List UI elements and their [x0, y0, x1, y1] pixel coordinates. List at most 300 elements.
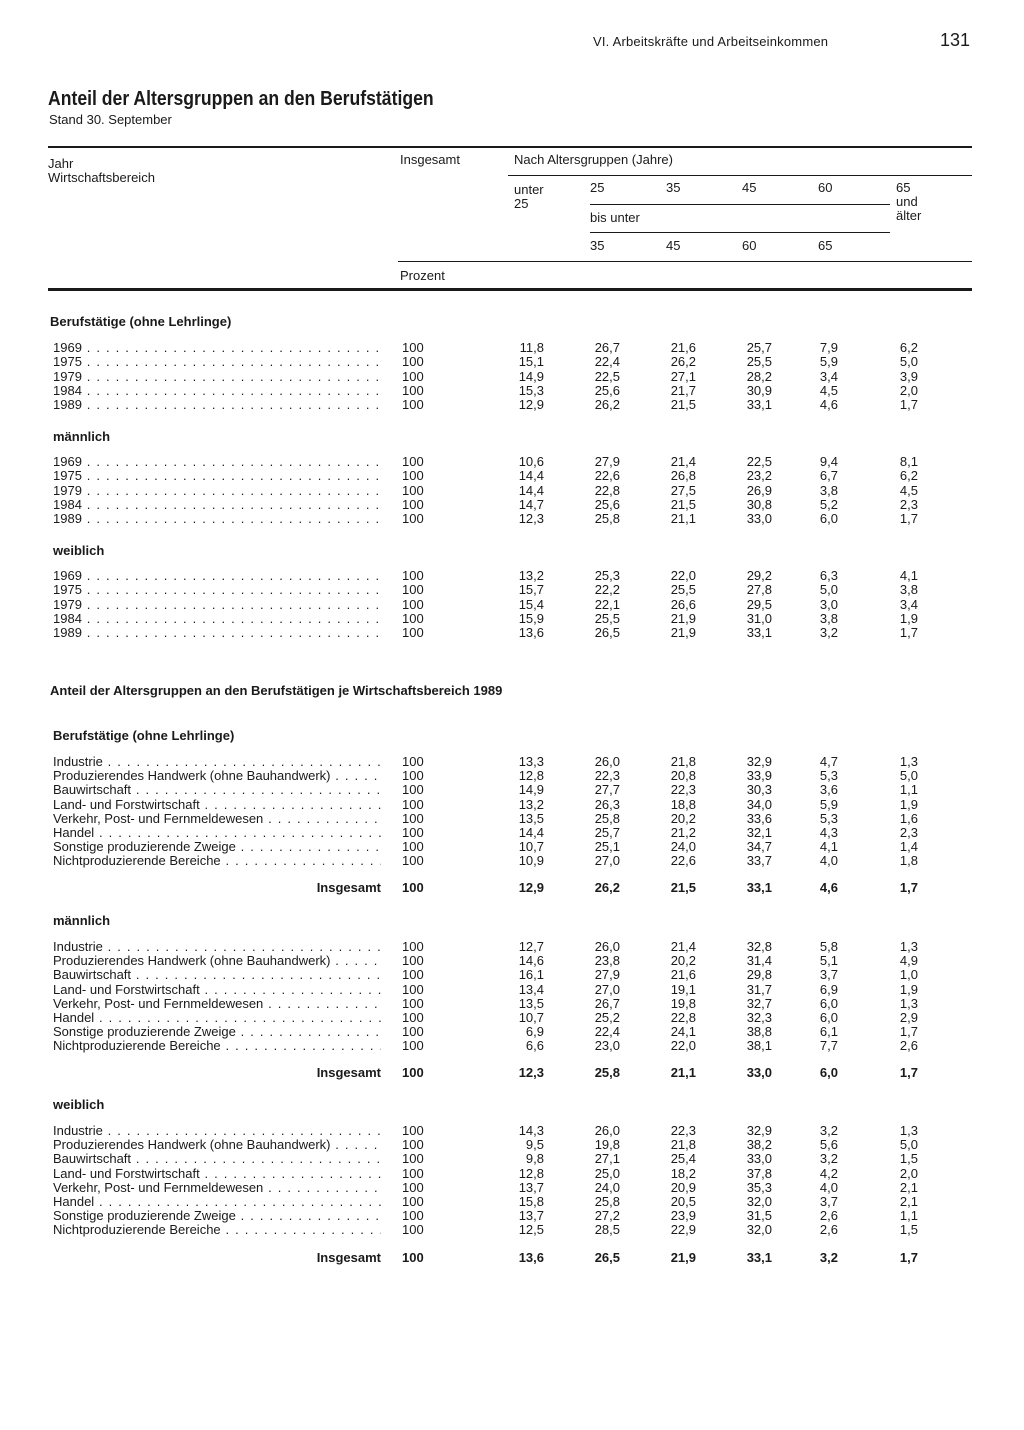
cell-value: 1,3: [899, 1123, 918, 1138]
cell-value: 16,1: [518, 967, 544, 983]
cell-value: 2,3: [899, 825, 918, 840]
row-label: 1979 . . .: [53, 484, 381, 498]
cell-value: 8,1: [899, 454, 918, 469]
cell-value: 25,7: [594, 825, 620, 840]
cell-value: 28,5: [594, 1222, 620, 1238]
cell-value: 2,6: [819, 1222, 838, 1238]
cell-value: 20,8: [670, 768, 696, 784]
cell-value: 32,1: [746, 825, 772, 840]
cell-value: 32,7: [746, 995, 772, 1011]
cell-value: 30,8: [746, 496, 772, 512]
cell-value: 5,1: [819, 953, 838, 969]
total-label: Insgesamt: [316, 880, 381, 895]
cell-value: 100: [402, 967, 424, 983]
cell-value: 10,7: [518, 1010, 544, 1025]
header-group-45: 45: [742, 180, 757, 195]
cell-value: 37,8: [746, 1165, 772, 1181]
cell-value: 22,4: [594, 1024, 620, 1040]
total-row: [0, 1066, 1024, 1080]
cell-value: 2,9: [899, 1010, 918, 1025]
cell-value: 13,5: [518, 995, 544, 1011]
cell-value: 100: [402, 354, 424, 370]
cell-value: 100: [402, 939, 424, 954]
cell-value: 100: [402, 839, 424, 855]
cell-value: 4,2: [819, 1165, 838, 1181]
cell-value: 22,0: [670, 568, 696, 583]
table-row: [0, 997, 1024, 1011]
cell-value: 30,9: [746, 382, 772, 398]
cell-value: 33,0: [746, 1151, 772, 1167]
cell-value: 22,3: [594, 768, 620, 784]
cell-value: 38,1: [746, 1038, 772, 1054]
cell-value: 12,9: [518, 397, 544, 413]
header-bis-unter: bis unter: [590, 210, 640, 225]
header-insgesamt: Insgesamt: [400, 152, 460, 167]
cell-value: 6,9: [819, 981, 838, 997]
table-row: [0, 1138, 1024, 1152]
cell-value: 100: [402, 625, 424, 641]
total-label: Insgesamt: [316, 1065, 381, 1080]
cell-value: 6,6: [525, 1038, 544, 1054]
cell-value: 6,0: [819, 995, 838, 1011]
cell-value: 33,1: [746, 397, 772, 413]
table-row: [0, 1124, 1024, 1138]
row-label: 1975 . . .: [53, 355, 381, 369]
row-label: Produzierendes Handwerk (ohne Bauhandwerk) . . .: [53, 954, 381, 968]
cell-value: 4,6: [819, 397, 838, 413]
cell-value: 25,8: [594, 511, 620, 527]
cell-value: 13,7: [518, 1179, 544, 1195]
header-rule-1: [508, 175, 972, 176]
table-row: [0, 1181, 1024, 1195]
row-label: Nichtproduzierende Bereiche . . .: [53, 854, 381, 868]
cell-value: 100: [402, 496, 424, 512]
cell-value: 6,0: [819, 1010, 838, 1025]
table-row: [0, 341, 1024, 355]
cell-value: 5,2: [819, 496, 838, 512]
cell-value: 100: [402, 1194, 424, 1209]
cell-value: 100: [402, 1137, 424, 1153]
row-label: 1979 . . .: [53, 598, 381, 612]
cell-value: 6,1: [819, 1024, 838, 1040]
table-row: [0, 1223, 1024, 1237]
cell-value: 1,7: [899, 511, 918, 527]
cell-value: 14,4: [518, 825, 544, 840]
part2-group-title: männlich: [53, 913, 111, 928]
cell-value: 14,4: [518, 482, 544, 498]
cell-value: 22,4: [594, 354, 620, 370]
table-row: [0, 355, 1024, 369]
row-label: 1979 . . .: [53, 370, 381, 384]
header-bottom-rule: [48, 288, 972, 291]
table-row: [0, 1011, 1024, 1025]
cell-value: 5,0: [899, 768, 918, 784]
cell-value: 100: [402, 1165, 424, 1181]
header-group-25: 25: [590, 180, 605, 195]
cell-value: 22,5: [594, 368, 620, 384]
header-bis-65: 65: [818, 238, 833, 253]
total-value: 21,5: [670, 880, 696, 895]
cell-value: 1,5: [899, 1222, 918, 1238]
cell-value: 26,2: [594, 397, 620, 413]
row-label: 1969 . . .: [53, 341, 381, 355]
cell-value: 13,2: [518, 568, 544, 583]
cell-value: 31,7: [746, 981, 772, 997]
table-row: [0, 1195, 1024, 1209]
table-row: [0, 954, 1024, 968]
cell-value: 14,6: [518, 953, 544, 969]
cell-value: 2,6: [819, 1208, 838, 1224]
page-title: Anteil der Altersgruppen an den Berufstätigen: [48, 88, 434, 110]
cell-value: 25,5: [670, 582, 696, 598]
header-bis-60: 60: [742, 238, 757, 253]
cell-value: 100: [402, 796, 424, 812]
table-row: [0, 469, 1024, 483]
cell-value: 22,3: [670, 782, 696, 798]
row-label: Industrie . . .: [53, 1124, 381, 1138]
row-label: Sonstige produzierende Zweige . . .: [53, 1209, 381, 1223]
cell-value: 22,0: [670, 1038, 696, 1054]
cell-value: 29,5: [746, 596, 772, 612]
cell-value: 27,8: [746, 582, 772, 598]
cell-value: 5,3: [819, 768, 838, 784]
cell-value: 100: [402, 810, 424, 826]
row-label: 1984 . . .: [53, 384, 381, 398]
total-value: 33,1: [746, 1250, 772, 1265]
page-number: 131: [940, 30, 971, 50]
cell-value: 32,9: [746, 1123, 772, 1138]
row-label: 1989 . . .: [53, 398, 381, 412]
cell-value: 100: [402, 610, 424, 626]
cell-value: 4,0: [819, 853, 838, 869]
cell-value: 1,6: [899, 810, 918, 826]
cell-value: 14,9: [518, 368, 544, 384]
cell-value: 12,8: [518, 1165, 544, 1181]
table-row: [0, 798, 1024, 812]
cell-value: 21,2: [670, 825, 696, 840]
cell-value: 1,7: [899, 397, 918, 413]
cell-value: 13,7: [518, 1208, 544, 1224]
cell-value: 13,4: [518, 981, 544, 997]
cell-value: 15,9: [518, 610, 544, 626]
cell-value: 13,2: [518, 796, 544, 812]
cell-value: 21,1: [670, 511, 696, 527]
header-label-jahr: Jahr: [48, 156, 74, 171]
cell-value: 32,8: [746, 939, 772, 954]
table-row: [0, 1209, 1024, 1223]
cell-value: 26,7: [594, 995, 620, 1011]
cell-value: 32,9: [746, 754, 772, 769]
cell-value: 18,2: [670, 1165, 696, 1181]
cell-value: 10,7: [518, 839, 544, 855]
cell-value: 13,6: [518, 625, 544, 641]
header-nach-altersgruppen: Nach Altersgruppen (Jahre): [514, 152, 673, 167]
table-row: [0, 598, 1024, 612]
table-row: [0, 583, 1024, 597]
cell-value: 20,2: [670, 810, 696, 826]
row-label: Nichtproduzierende Bereiche . . .: [53, 1039, 381, 1053]
table-row: [0, 384, 1024, 398]
cell-value: 6,9: [525, 1024, 544, 1040]
cell-value: 5,9: [819, 354, 838, 370]
row-label: Handel . . .: [53, 1195, 381, 1209]
table-row: [0, 612, 1024, 626]
cell-value: 100: [402, 754, 424, 769]
cell-value: 26,9: [746, 482, 772, 498]
row-label: 1975 . . .: [53, 583, 381, 597]
cell-value: 34,0: [746, 796, 772, 812]
cell-value: 21,7: [670, 382, 696, 398]
cell-value: 2,1: [899, 1179, 918, 1195]
cell-value: 25,1: [594, 839, 620, 855]
cell-value: 1,3: [899, 995, 918, 1011]
total-value: 26,2: [594, 880, 620, 895]
cell-value: 1,5: [899, 1151, 918, 1167]
cell-value: 6,7: [819, 468, 838, 484]
cell-value: 19,8: [670, 995, 696, 1011]
table-row: [0, 398, 1024, 412]
cell-value: 31,4: [746, 953, 772, 969]
cell-value: 29,2: [746, 568, 772, 583]
cell-value: 3,8: [819, 610, 838, 626]
total-value: 1,7: [899, 1065, 918, 1080]
cell-value: 15,8: [518, 1194, 544, 1209]
cell-value: 22,6: [670, 853, 696, 869]
header-label-bereich: Wirtschaftsbereich: [48, 170, 155, 185]
cell-value: 10,6: [518, 454, 544, 469]
total-row: [0, 1251, 1024, 1265]
cell-value: 25,8: [594, 1194, 620, 1209]
table-row: [0, 783, 1024, 797]
total-value: 12,9: [518, 880, 544, 895]
cell-value: 100: [402, 1222, 424, 1238]
cell-value: 5,0: [899, 1137, 918, 1153]
header-unter: unter: [514, 182, 544, 197]
cell-value: 6,0: [819, 511, 838, 527]
cell-value: 18,8: [670, 796, 696, 812]
header-rule-2: [590, 204, 890, 205]
cell-value: 30,3: [746, 782, 772, 798]
cell-value: 100: [402, 1010, 424, 1025]
cell-value: 3,2: [819, 1151, 838, 1167]
cell-value: 22,2: [594, 582, 620, 598]
cell-value: 3,9: [899, 368, 918, 384]
cell-value: 27,2: [594, 1208, 620, 1224]
cell-value: 100: [402, 953, 424, 969]
row-label: 1969 . . .: [53, 569, 381, 583]
cell-value: 33,0: [746, 511, 772, 527]
cell-value: 7,7: [819, 1038, 838, 1054]
total-value: 3,2: [819, 1250, 838, 1265]
cell-value: 5,0: [819, 582, 838, 598]
cell-value: 15,7: [518, 582, 544, 598]
cell-value: 24,0: [594, 1179, 620, 1195]
cell-value: 15,3: [518, 382, 544, 398]
cell-value: 26,3: [594, 796, 620, 812]
row-label: Verkehr, Post- und Fernmeldewesen . . .: [53, 812, 381, 826]
cell-value: 1,4: [899, 839, 918, 855]
cell-value: 21,5: [670, 496, 696, 512]
cell-value: 25,4: [670, 1151, 696, 1167]
cell-value: 22,8: [594, 482, 620, 498]
cell-value: 34,7: [746, 839, 772, 855]
row-label: 1984 . . .: [53, 498, 381, 512]
cell-value: 35,3: [746, 1179, 772, 1195]
total-value: 13,6: [518, 1250, 544, 1265]
header-unter-25: 25: [514, 196, 529, 211]
cell-value: 25,6: [594, 382, 620, 398]
cell-value: 26,7: [594, 340, 620, 355]
table-row: [0, 940, 1024, 954]
table-row: [0, 512, 1024, 526]
table-row: [0, 769, 1024, 783]
cell-value: 1,7: [899, 625, 918, 641]
cell-value: 3,4: [819, 368, 838, 384]
cell-value: 100: [402, 397, 424, 413]
total-value: 6,0: [819, 1065, 838, 1080]
row-label: Verkehr, Post- und Fernmeldewesen . . .: [53, 997, 381, 1011]
row-label: 1989 . . .: [53, 512, 381, 526]
cell-value: 13,3: [518, 754, 544, 769]
cell-value: 2,0: [899, 382, 918, 398]
row-label: Handel . . .: [53, 1011, 381, 1025]
header-und: und: [896, 194, 918, 209]
total-row: [0, 881, 1024, 895]
cell-value: 21,8: [670, 754, 696, 769]
cell-value: 3,6: [819, 782, 838, 798]
cell-value: 38,8: [746, 1024, 772, 1040]
row-label: 1975 . . .: [53, 469, 381, 483]
table-row: [0, 626, 1024, 640]
cell-value: 23,9: [670, 1208, 696, 1224]
total-value: 1,7: [899, 1250, 918, 1265]
cell-value: 100: [402, 1151, 424, 1167]
cell-value: 100: [402, 1038, 424, 1054]
cell-value: 23,0: [594, 1038, 620, 1054]
cell-value: 23,2: [746, 468, 772, 484]
cell-value: 19,8: [594, 1137, 620, 1153]
total-value: 12,3: [518, 1065, 544, 1080]
cell-value: 31,0: [746, 610, 772, 626]
row-label: Nichtproduzierende Bereiche . . .: [53, 1223, 381, 1237]
total-value: 100: [402, 880, 424, 895]
cell-value: 26,5: [594, 625, 620, 641]
cell-value: 100: [402, 1123, 424, 1138]
table-row: [0, 498, 1024, 512]
cell-value: 14,4: [518, 468, 544, 484]
cell-value: 25,2: [594, 1010, 620, 1025]
total-value: 4,6: [819, 880, 838, 895]
cell-value: 1,0: [899, 967, 918, 983]
cell-value: 100: [402, 853, 424, 869]
cell-value: 22,3: [670, 1123, 696, 1138]
cell-value: 100: [402, 468, 424, 484]
cell-value: 1,3: [899, 754, 918, 769]
cell-value: 33,6: [746, 810, 772, 826]
cell-value: 28,2: [746, 368, 772, 384]
cell-value: 3,2: [819, 625, 838, 641]
cell-value: 12,8: [518, 768, 544, 784]
cell-value: 22,1: [594, 596, 620, 612]
part2-group-title: weiblich: [53, 1097, 105, 1112]
row-label: Bauwirtschaft . . .: [53, 1152, 381, 1166]
cell-value: 27,7: [594, 782, 620, 798]
table-row: [0, 455, 1024, 469]
table-row: [0, 370, 1024, 384]
cell-value: 27,9: [594, 967, 620, 983]
cell-value: 4,5: [819, 382, 838, 398]
cell-value: 26,2: [670, 354, 696, 370]
header-top-rule: [48, 146, 972, 148]
cell-value: 4,1: [819, 839, 838, 855]
cell-value: 25,7: [746, 340, 772, 355]
table-row: [0, 1025, 1024, 1039]
cell-value: 20,2: [670, 953, 696, 969]
cell-value: 31,5: [746, 1208, 772, 1224]
part2-group-title: Berufstätige (ohne Lehrlinge): [53, 728, 235, 743]
cell-value: 2,6: [899, 1038, 918, 1054]
row-label: Bauwirtschaft . . .: [53, 968, 381, 982]
cell-value: 4,3: [819, 825, 838, 840]
cell-value: 21,4: [670, 939, 696, 954]
row-label: Sonstige produzierende Zweige . . .: [53, 840, 381, 854]
cell-value: 2,0: [899, 1165, 918, 1181]
cell-value: 14,7: [518, 496, 544, 512]
cell-value: 25,3: [594, 568, 620, 583]
table-row: [0, 1039, 1024, 1053]
table-row: [0, 1167, 1024, 1181]
total-value: 21,1: [670, 1065, 696, 1080]
cell-value: 100: [402, 1208, 424, 1224]
table-row: [0, 840, 1024, 854]
cell-value: 25,5: [746, 354, 772, 370]
header-bis-45: 45: [666, 238, 681, 253]
part1-group-title: männlich: [53, 429, 111, 444]
part1-group-title: Berufstätige (ohne Lehrlinge): [50, 314, 232, 329]
total-value: 33,0: [746, 1065, 772, 1080]
row-label: Handel . . .: [53, 826, 381, 840]
cell-value: 4,7: [819, 754, 838, 769]
cell-value: 27,1: [670, 368, 696, 384]
cell-value: 12,5: [518, 1222, 544, 1238]
cell-value: 100: [402, 582, 424, 598]
total-value: 25,8: [594, 1065, 620, 1080]
cell-value: 27,0: [594, 981, 620, 997]
row-label: Verkehr, Post- und Fernmeldewesen . . .: [53, 1181, 381, 1195]
row-label: Land- und Forstwirtschaft . . .: [53, 1167, 381, 1181]
cell-value: 21,6: [670, 340, 696, 355]
running-head: VI. Arbeitskräfte und Arbeitseinkommen: [593, 34, 829, 49]
cell-value: 21,9: [670, 625, 696, 641]
part1-group-title: weiblich: [53, 543, 105, 558]
cell-value: 21,5: [670, 397, 696, 413]
cell-value: 2,1: [899, 1194, 918, 1209]
cell-value: 1,9: [899, 796, 918, 812]
cell-value: 3,4: [899, 596, 918, 612]
cell-value: 3,2: [819, 1123, 838, 1138]
cell-value: 20,5: [670, 1194, 696, 1209]
cell-value: 25,0: [594, 1165, 620, 1181]
cell-value: 100: [402, 825, 424, 840]
cell-value: 26,8: [670, 468, 696, 484]
cell-value: 14,3: [518, 1123, 544, 1138]
cell-value: 1,9: [899, 981, 918, 997]
cell-value: 13,5: [518, 810, 544, 826]
cell-value: 5,8: [819, 939, 838, 954]
cell-value: 23,8: [594, 953, 620, 969]
cell-value: 29,8: [746, 967, 772, 983]
table-row: [0, 484, 1024, 498]
